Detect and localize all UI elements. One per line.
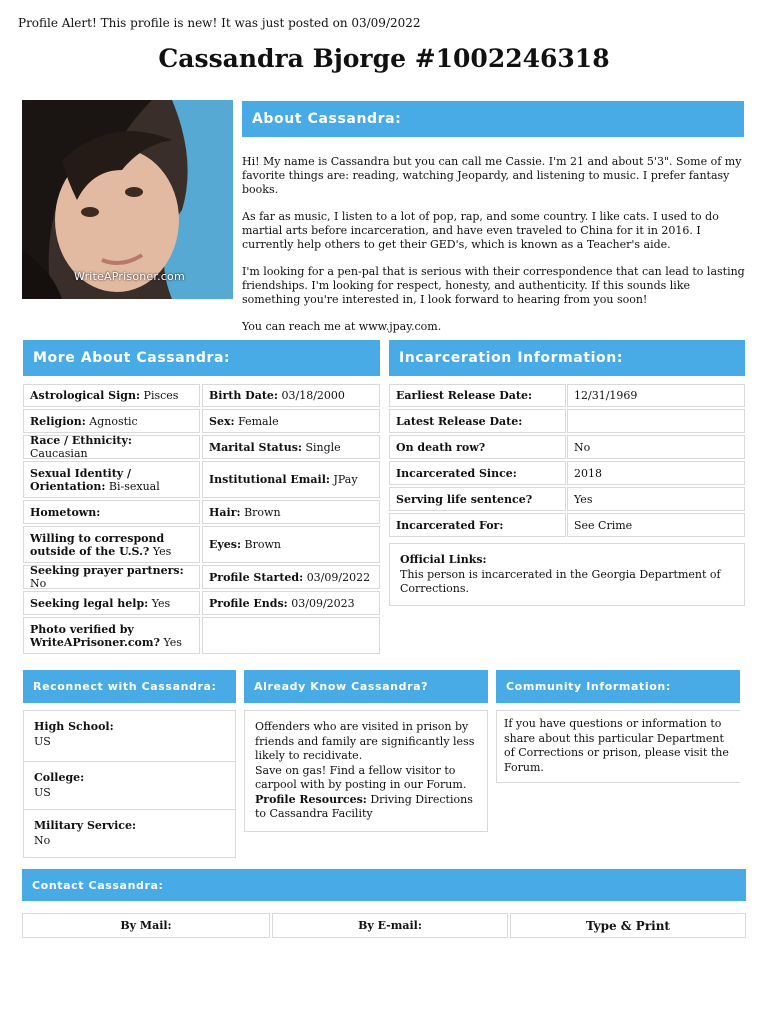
official-links-label: Official Links:: [400, 553, 487, 566]
more-about-heading: [23, 340, 380, 376]
empty-cell: [202, 617, 380, 654]
see-crime-link[interactable]: See Crime: [574, 518, 633, 532]
astrological-sign-cell: [23, 384, 200, 407]
field-value: Pisces: [143, 389, 179, 402]
field-label[interactable]: College:: [34, 771, 85, 784]
field-label: Seeking legal help:: [30, 596, 149, 610]
field-label: Seeking prayer partners:: [30, 564, 184, 577]
field-label[interactable]: High School:: [34, 720, 114, 733]
incarceration-heading: [389, 340, 745, 376]
field-label: Hair:: [209, 505, 241, 519]
earliest-release-label-cell: [389, 384, 566, 407]
incarcerated-for-label-cell: [389, 513, 566, 537]
field-label: Latest Release Date:: [396, 414, 523, 428]
community-heading: [496, 670, 740, 703]
by-mail-tab[interactable]: By Mail:: [22, 913, 270, 938]
hair-cell: [202, 500, 380, 524]
profile-ends-cell: [202, 591, 380, 615]
prayer-partners-cell: [23, 565, 200, 589]
page-title: Cassandra Bjorge #1002246318: [158, 44, 610, 73]
type-print-tab[interactable]: Type & Print: [510, 913, 746, 938]
field-value: Brown: [244, 538, 281, 551]
field-label: outside of the U.S.?: [30, 544, 150, 558]
profile-alert: Profile Alert! This profile is new! It was just posted on 03/09/2022: [18, 16, 421, 30]
field-label: WriteAPrisoner.com?: [30, 635, 160, 649]
institutional-email-cell: [202, 461, 380, 498]
field-label: On death row?: [396, 440, 486, 454]
field-value: 03/09/2023: [291, 596, 355, 610]
field-label: Incarcerated For:: [396, 518, 504, 532]
reconnect-box: [23, 710, 236, 858]
field-value: Caucasian: [30, 447, 88, 460]
field-label: Willing to correspond: [30, 531, 165, 545]
field-label: Sex:: [209, 414, 235, 428]
carpool-text[interactable]: Save on gas! Find a fellow visitor to carpool with by posting in our Forum.: [255, 763, 467, 791]
field-label: Religion:: [30, 414, 86, 428]
field-value: 03/09/2022: [306, 570, 371, 584]
birth-date-cell: [202, 384, 380, 407]
hometown-cell: [23, 500, 200, 524]
already-know-box: [244, 710, 488, 832]
photo-watermark: WriteAPrisoner.com: [74, 270, 185, 283]
willing-correspond-cell: [23, 526, 200, 563]
field-label: Orientation:: [30, 479, 106, 493]
field-value: Yes: [152, 544, 172, 558]
visits-text: Offenders who are visited in prison by friends and family are significantly less likely to recidivate.: [255, 720, 475, 762]
field-label: Hometown:: [30, 505, 101, 519]
field-label: Astrological Sign:: [30, 389, 141, 402]
incarcerated-since-label-cell: [389, 461, 566, 485]
about-paragraph: You can reach me at www.jpay.com.: [242, 320, 442, 333]
earliest-release-value-cell: [567, 384, 745, 407]
reconnect-heading: [23, 670, 236, 703]
community-box: [496, 710, 740, 783]
field-label: Profile Ends:: [209, 596, 288, 610]
profile-photo: [22, 100, 233, 299]
field-label: Photo verified by: [30, 622, 134, 636]
death-row-value-cell: [567, 435, 745, 459]
incarceration-heading-label: Incarceration Information:: [399, 350, 624, 366]
field-value: US: [34, 734, 51, 748]
field-label: Eyes:: [209, 538, 242, 551]
field-value: 03/18/2000: [281, 389, 345, 402]
field-label: Sexual Identity /: [30, 466, 132, 480]
field-value: 12/31/1969: [574, 389, 638, 402]
field-label: Profile Started:: [209, 570, 304, 584]
field-value: No: [34, 833, 51, 847]
contact-heading-label: Contact Cassandra:: [32, 878, 164, 892]
field-value: Agnostic: [89, 414, 138, 428]
already-know-heading-label: Already Know Cassandra?: [254, 680, 429, 693]
field-value: US: [34, 785, 51, 799]
official-links-text: This person is incarcerated in the Georgia Department of Corrections.: [400, 567, 721, 595]
marital-status-cell: [202, 435, 380, 459]
military-section: [24, 810, 235, 856]
profile-started-cell: [202, 565, 380, 589]
field-label: Birth Date:: [209, 389, 278, 402]
field-value: Female: [238, 414, 279, 428]
contact-heading: [22, 869, 746, 901]
about-text: [242, 155, 748, 347]
community-heading-label: Community Information:: [506, 680, 671, 693]
incarcerated-since-value-cell: [567, 461, 745, 485]
life-sentence-label-cell: [389, 487, 566, 511]
already-know-heading: [244, 670, 488, 703]
field-label: Institutional Email:: [209, 473, 330, 486]
about-heading-label: About Cassandra:: [252, 111, 402, 127]
about-paragraph: Hi! My name is Cassandra but you can call me Cassie. I'm 21 and about 5'3". Some of my favorite things are: reading, watching Jeopardy, and listening to music. I prefer fantasy books.: [242, 155, 742, 196]
about-paragraph: As far as music, I listen to a lot of pop, rap, and some country. I like cats. I used to do martial arts before incarceration, and have even traveled to China for it in 2016. I currently help others to get their GED's, which is known as a Teacher's aide.: [242, 210, 719, 251]
field-value: Yes: [574, 492, 593, 506]
field-value: No: [30, 577, 47, 590]
about-paragraph: I'm looking for a pen-pal that is serious with their correspondence that can lead to lasting friendships. I'm looking for respect, honesty, and authenticity. If this sounds like something you're interested in, I look forward to hearing from you soon!: [242, 265, 745, 306]
race-cell: [23, 435, 200, 459]
field-value: No: [574, 440, 591, 454]
field-value: Yes: [151, 596, 171, 610]
photo-verified-cell: [23, 617, 200, 654]
college-section: [24, 762, 235, 810]
latest-release-label-cell: [389, 409, 566, 433]
more-about-heading-label: More About Cassandra:: [33, 350, 231, 366]
field-label: Incarcerated Since:: [396, 466, 517, 480]
field-label: Earliest Release Date:: [396, 389, 533, 402]
high-school-section: [24, 711, 235, 762]
field-label: Race / Ethnicity:: [30, 434, 132, 447]
life-sentence-value-cell: [567, 487, 745, 511]
field-label[interactable]: Military Service:: [34, 819, 137, 832]
eyes-cell: [202, 526, 380, 563]
field-value: Bi-sexual: [108, 479, 160, 493]
field-value: Yes: [163, 635, 182, 649]
reconnect-heading-label: Reconnect with Cassandra:: [33, 680, 217, 693]
field-value: Brown: [244, 505, 281, 519]
official-links-box: [389, 543, 745, 606]
legal-help-cell: [23, 591, 200, 615]
latest-release-value-cell: [567, 409, 745, 433]
driving-directions-link[interactable]: Driving Directions to Cassandra Facility: [255, 792, 473, 820]
field-value: Single: [305, 440, 341, 454]
sexual-identity-cell: [23, 461, 200, 498]
by-email-tab[interactable]: By E-mail:: [272, 913, 508, 938]
resources-label: Profile Resources:: [255, 792, 367, 806]
field-label: Serving life sentence?: [396, 492, 533, 506]
community-text[interactable]: If you have questions or information to share about this particular Department of Corrections or prison, please visit the Forum.: [504, 717, 729, 774]
about-heading: [242, 101, 744, 137]
sex-cell: [202, 409, 380, 433]
field-value: JPay: [333, 473, 358, 486]
field-value: 2018: [574, 466, 602, 480]
religion-cell: [23, 409, 200, 433]
field-label: Marital Status:: [209, 440, 302, 454]
death-row-label-cell: [389, 435, 566, 459]
incarcerated-for-value-cell: [567, 513, 745, 537]
